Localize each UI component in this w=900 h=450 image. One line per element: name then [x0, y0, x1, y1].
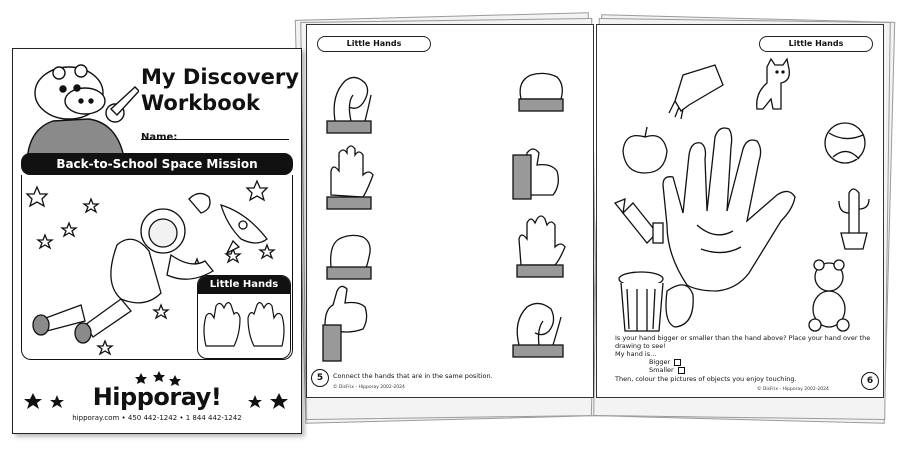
my-hand-is-text: My hand is... [615, 350, 657, 358]
thumbs-up-hand-icon [323, 286, 367, 361]
instruction-text: Connect the hands that are in the same position. [333, 372, 493, 380]
hands-matching-illustrations [307, 25, 593, 397]
two-hands-icon [198, 294, 290, 356]
smaller-label: Smaller [649, 366, 674, 374]
hippo-mascot-icon [19, 53, 139, 163]
cover-title-line2: Workbook [141, 91, 261, 115]
page-number: 6 [861, 372, 879, 390]
question-line2: drawing to see! [615, 342, 666, 350]
ok-sign-hand-icon [513, 303, 563, 357]
open-hand-icon [517, 216, 565, 277]
scarf-icon [669, 65, 723, 119]
crayon-icon [615, 199, 663, 243]
name-label: Name: [141, 132, 178, 143]
smaller-option [649, 366, 685, 374]
bigger-label: Bigger [649, 358, 671, 366]
copyright-text: © DisFrix - Hipporay 2002-2024 [333, 385, 405, 390]
mission-banner: Back-to-School Space Mission [21, 153, 293, 175]
rocket-icon [221, 205, 267, 253]
question-line1: Is your hand bigger or smaller than the hand above? Place your hand over the [615, 334, 871, 342]
cat-icon [757, 59, 790, 109]
little-hands-badge [197, 275, 291, 359]
copyright-text: © DisFrix - Hipporay 2002-2024 [757, 387, 829, 392]
thumbs-up-hand-icon [513, 149, 558, 199]
closing-instruction: Then, colour the pictures of objects you enjoy touching. [615, 375, 797, 383]
fist-hand-icon [327, 235, 371, 279]
contact-info: hipporay.com • 450 442-1242 • 1 844 442-1242 [72, 414, 242, 422]
fist-hand-icon [519, 73, 563, 111]
bigger-checkbox [674, 359, 681, 366]
trash-can-icon [619, 272, 693, 331]
name-field [141, 125, 289, 143]
page-number: 5 [311, 369, 329, 387]
ok-sign-hand-icon [327, 77, 371, 133]
cover-title-line1: My Discovery [141, 65, 299, 89]
teddy-bear-icon [809, 260, 849, 331]
workbook-cover [12, 48, 302, 434]
astronaut-icon [33, 193, 213, 343]
little-hands-badge-title: Little Hands [198, 276, 290, 294]
brand-logo: Hipporay! [92, 383, 222, 411]
workbook-page-6 [596, 24, 884, 398]
big-hand-outline-icon [663, 128, 795, 291]
apple-icon [623, 127, 667, 173]
ball-icon [825, 123, 865, 163]
smaller-checkbox [678, 367, 685, 374]
workbook-page-5 [306, 24, 594, 398]
open-hand-icon [327, 146, 373, 209]
bigger-option [649, 358, 681, 366]
page-header: Little Hands [317, 36, 431, 52]
cactus-icon [839, 189, 869, 249]
page-header: Little Hands [759, 36, 873, 52]
